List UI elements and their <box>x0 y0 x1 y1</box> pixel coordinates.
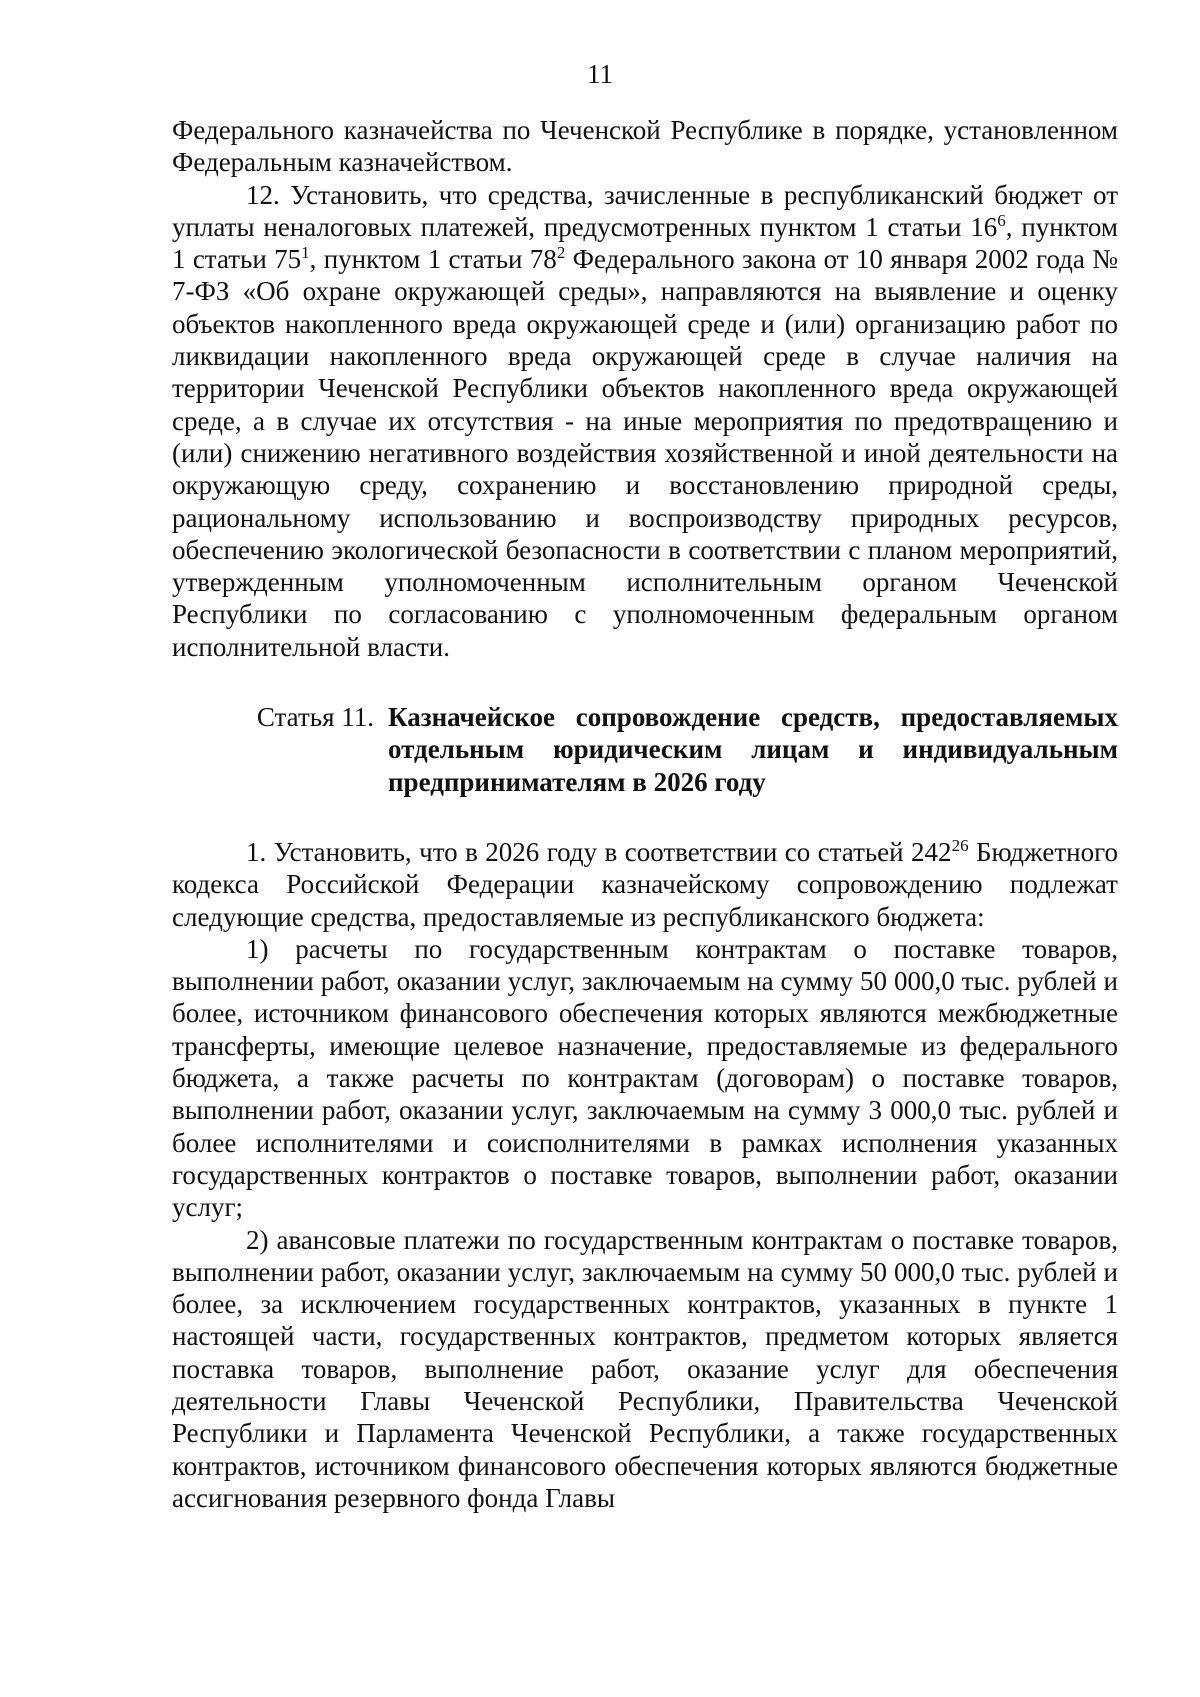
paragraph-1 <box>172 836 1118 933</box>
paragraph-12-text-c: , пунктом 1 статьи 78 <box>309 244 557 275</box>
paragraph-12-text-b: , пунктом 1 статьи 75 <box>172 211 1118 275</box>
article-label: Статья 11. <box>256 702 374 733</box>
list-item-2: 2) авансовые платежи по государственным контрактам о поставке товаров, выполнении работ, оказании услуг, заключаемым на сумму 50 000,0 тыс. рублей и более, за исключением государственных контрактов, указанных в пункте 1 настоящей части, государственных контрактов, предметом которых является поставка товаров, выполнение работ, оказание услуг для обеспечения деятельности Главы Чеченской Республики, Правительства Чеченской Республики и Парламента Чеченской Республики, а также государственных контрактов, источником финансового обеспечения которых являются бюджетные ассигнования резервного фонда Главы <box>172 1224 1118 1513</box>
paragraph-continuation: Федерального казначейства по Чеченской Республике в порядке, установленном Федеральным казначейством. <box>172 115 1118 178</box>
superscript: 1 <box>301 243 310 262</box>
article-heading <box>172 701 1118 798</box>
paragraph-1-text-b: Бюджетного кодекса Российской Федерации казначейскому сопровождению подлежат следующие средства, предоставляемые из республиканского бюджета: <box>172 836 1118 932</box>
paragraph-12 <box>172 179 1118 663</box>
document-body <box>172 114 1118 1514</box>
superscript: 2 <box>556 243 566 262</box>
paragraph-12-text-a: 12. Установить, что средства, зачисленные в республиканский бюджет от уплаты неналоговых платежей, предусмотренных пунктом 1 статьи 16 <box>172 179 1118 242</box>
paragraph-1-text-a: 1. Установить, что в 2026 году в соответствии со статьей 242 <box>246 836 952 867</box>
superscript: 26 <box>951 835 969 855</box>
superscript: 6 <box>997 210 1006 230</box>
paragraph-12-text-d: Федерального закона от 10 января 2002 года № 7-ФЗ «Об охране окружающей среды», направляются на выявление и оценку объектов накопленного вреда окружающей среде и (или) организацию работ по ликвидации накопленного вреда окружающей среде в случае наличия на территории Чеченской Республики объектов накопленного вреда окружающей среде, а в случае их отсутствия - на иные мероприятия по предотвращению и (или) снижению негативного воздействия хозяйственной и иной деятельности на окружающую среду, сохранению и восстановлению природной среды, рациональному использованию и воспроизводству природных ресурсов, обеспечению экологической безопасности в соответствии с планом мероприятий, утвержденным уполномоченным исполнительным органом Чеченской Республики по согласованию с уполномоченным федеральным органом исполнительной власти. <box>172 244 1118 662</box>
page-number: 11 <box>587 59 613 89</box>
list-item-1: 1) расчеты по государственным контрактам о поставке товаров, выполнении работ, оказании услуг, заключаемым на сумму 50 000,0 тыс. рублей и более, источником финансового обеспечения которых являются межбюджетные трансферты, имеющие целевое назначение, предоставляемые из федерального бюджета, а также расчеты по контрактам (договорам) о поставке товаров, выполнении работ, оказании услуг, заключаемым на сумму 3 000,0 тыс. рублей и более исполнителями и соисполнителями в рамках исполнения указанных государственных контрактов о поставке товаров, выполнении работ, оказании услуг; <box>172 933 1118 1223</box>
article-title: Казначейское сопровождение средств, предоставляемых отдельным юридическим лицам и индивидуальным предпринимателям в 2026 году <box>388 702 1118 797</box>
